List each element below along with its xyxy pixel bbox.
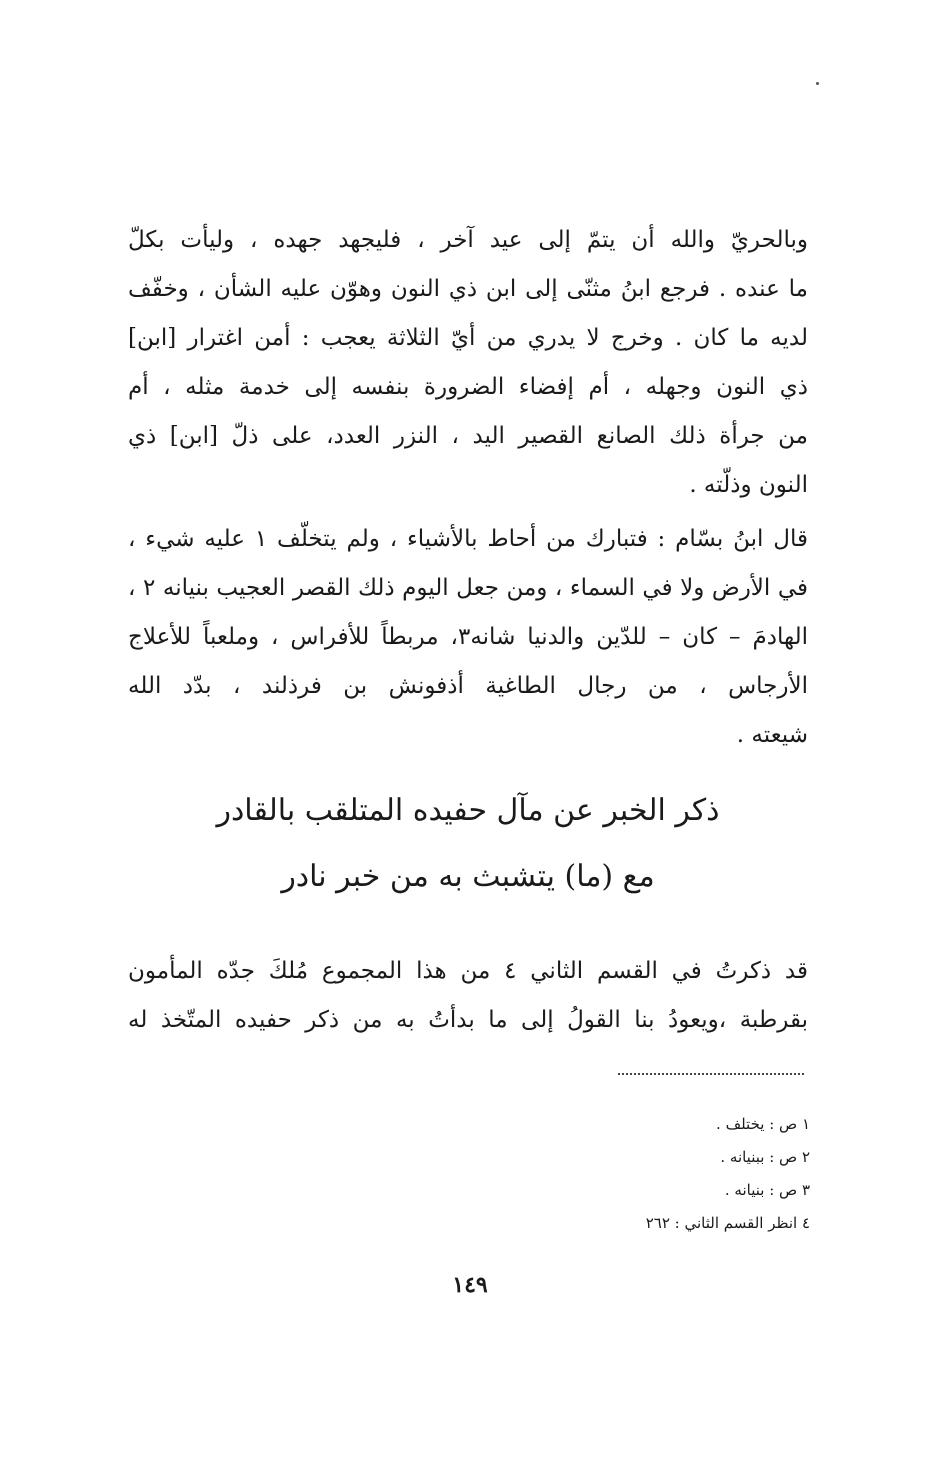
text-line: وبالحريّ والله أن يتمّ إلى عيد آخر ، فليجهد جهده ، وليأت بكلّ: [128, 227, 808, 253]
scan-speck: [816, 82, 819, 85]
text-line: ما عنده . فرجع ابنُ مثنّى إلى ابن ذي النون وهوّن عليه الشأن ، وخفّف: [128, 276, 808, 302]
text-line: بقرطبة ،ويعودُ بنا القولُ إلى ما بدأتُ به من ذكر حفيده المتّخذ له: [128, 1007, 808, 1033]
text-line: شيعته .: [736, 722, 808, 748]
footnote: ١ ص : يختلف .: [716, 1115, 810, 1133]
text-line: من جرأة ذلك الصانع القصير اليد ، النزر العدد، على ذلّ [ابن] ذي: [128, 423, 808, 449]
text-line: ذي النون وجهله ، أم إفضاء الضرورة بنفسه إلى خدمة مثله ، أم: [128, 374, 808, 400]
text-line: قد ذكرتُ في القسم الثاني ٤ من هذا المجموع مُلكَ جدّه المأمون: [128, 958, 808, 984]
footnote-separator: [618, 1073, 804, 1075]
text-line: في الأرض ولا في السماء ، ومن جعل اليوم ذلك القصر العجيب بنيانه ٢ ،: [128, 575, 808, 601]
text-line: الهادمَ – كان – للدّين والدنيا شانه٣، مربطاً للأفراس ، وملعباً للأعلاج: [128, 624, 808, 650]
footnotes: [540, 1108, 810, 1240]
footnote: ٤ انظر القسم الثاني : ٢٦٢: [645, 1214, 810, 1232]
section-heading: [128, 778, 808, 910]
page-number: ١٤٩: [452, 1272, 488, 1298]
paragraph-1: [128, 216, 808, 510]
paragraph-2: [128, 515, 808, 760]
footnote: ٢ ص : ببنيانه .: [720, 1148, 810, 1166]
paragraph-3: [128, 947, 808, 1045]
text-line: قال ابنُ بسّام : فتبارك من أحاط بالأشياء ، ولم يتخلّف ١ عليه شيء ،: [128, 526, 808, 552]
footnote: ٣ ص : بنيانه .: [724, 1181, 810, 1199]
text-line: لديه ما كان . وخرج لا يدري من أيّ الثلاثة يعجب : أمن اغترار [ابن]: [128, 325, 808, 351]
text-line: النون وذلّته .: [689, 472, 808, 498]
text-line: الأرجاس ، من رجال الطاغية أذفونش بن فرذلند ، بدّد الله: [128, 673, 808, 699]
heading-line: ذكر الخبر عن مآل حفيده المتلقب بالقادر: [216, 793, 720, 828]
heading-line: مع (ما) يتشبث به من خبر نادر: [281, 859, 655, 894]
